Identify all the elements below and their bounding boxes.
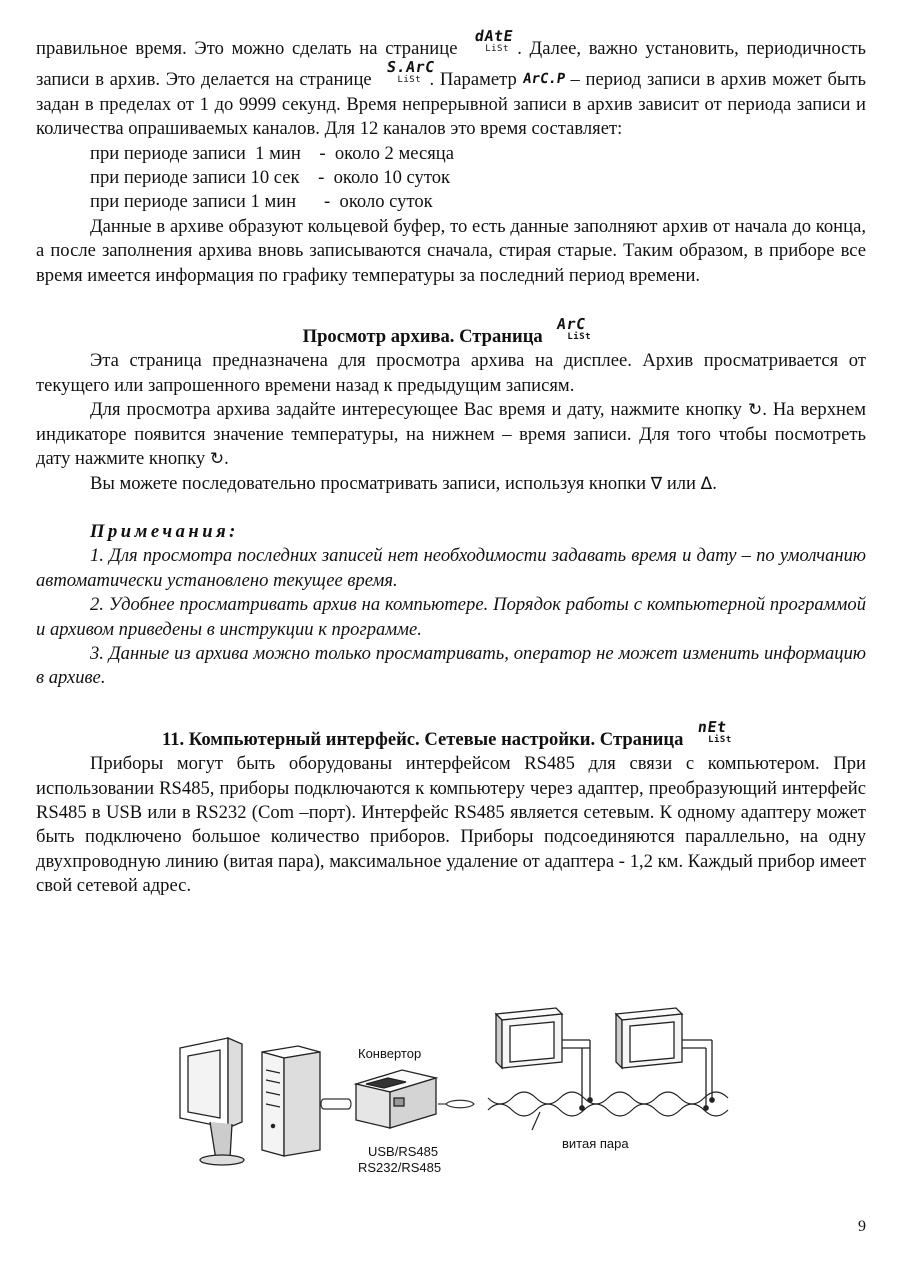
paragraph-ring-buffer: Данные в архиве образуют кольцевой буфер, то есть данные заполняют архив от начала до конца, а после заполнения архива вновь записываются сначала, стирая старые. Таким образом, в приборе все время имеется информация по графику температуры за последний период времени. [36, 215, 866, 286]
device-1-icon [496, 1008, 592, 1110]
heading-text: 11. Компьютерный интерфейс. Сетевые настройки. Страница [161, 728, 684, 750]
indicator-top: nEt [696, 717, 728, 736]
indicator-bottom: LiSt [708, 734, 732, 745]
down-button-icon: ∇ [650, 473, 663, 494]
converter-label: Конвертор [358, 1046, 422, 1061]
monitor-icon [180, 1038, 244, 1165]
device-2-icon [616, 1008, 714, 1110]
indicator-top: S.ArC [386, 58, 437, 77]
heading-text: Просмотр архива. Страница [302, 326, 543, 348]
indicator-bottom: LiSt [567, 332, 592, 343]
note-2: 2. Удобнее просматривать архив на компьютере. Порядок работы с компьютерной программой и архивом приведены в инструкции к программе. [36, 594, 866, 640]
period-line-1: при периоде записи 1 мин - около 2 месяца [90, 142, 454, 164]
text-fragment: . Далее, важно установить, периодичность записи в архив. Это делается на странице [36, 38, 866, 91]
heading-section-11 [36, 717, 866, 752]
indicator-code-date-list [467, 27, 515, 60]
converter-icon [356, 1070, 436, 1128]
notes-title: Примечания: [90, 520, 239, 542]
twisted-pair-label: витая пара [562, 1136, 629, 1151]
cycle-button-icon: ↻ [209, 449, 225, 470]
text-fragment: – период записи в архив может быть задан в пределах от 1 до 9999 секунд. Время непрерывной записи в архив зависит от периода записи и количества опрашиваемых каналов. Для 12 каналов это время составляет: [36, 69, 867, 140]
page-number: 9 [858, 1218, 866, 1235]
indicator-bottom: LiSt [485, 44, 509, 54]
text-fragment: или [666, 472, 696, 494]
text-fragment: Вы можете последовательно просматривать записи, используя кнопки [90, 472, 647, 494]
paragraph-archive-purpose: Эта страница предназначена для просмотра архива на дисплее. Архив просматривается от текущего или запрошенного времени назад к предыдущим записям. [36, 350, 866, 396]
note-3: 3. Данные из архива можно только просматривать, оператор не может изменить информацию в архиве. [36, 642, 866, 689]
note-1: 1. Для просмотра последних записей нет необходимости задавать время и дату – по умолчанию автоматически установлено текущее время. [36, 545, 866, 591]
adapter-label-line2: RS232/RS485 [358, 1160, 442, 1175]
indicator-top: ArC [556, 315, 588, 334]
period-line-2: при периоде записи 10 сек - около 10 суток [90, 167, 451, 189]
text-fragment: . [712, 472, 717, 494]
indicator-param-arcp: ArC.P [521, 71, 566, 88]
adapter-label-line1: USB/RS485 [368, 1144, 439, 1159]
indicator-bottom: LiSt [397, 75, 422, 86]
indicator-top: dAtE [473, 27, 515, 45]
indicator-code-net-list [690, 717, 738, 751]
document-page [36, 27, 867, 899]
text-fragment: Для просмотра архива задайте интересующее Вас время и дату, нажмите кнопку [90, 399, 742, 421]
network-diagram [170, 1000, 730, 1190]
heading-archive-view [36, 315, 866, 349]
paragraph-archive-navigate [36, 472, 866, 496]
text-fragment: . Параметр [429, 69, 517, 91]
cycle-button-icon: ↻ [747, 400, 763, 421]
paragraph-archive-how [36, 398, 866, 471]
indicator-code-sarc-list [379, 58, 437, 91]
computer-case-icon [262, 1046, 320, 1156]
text-fragment: правильное время. Это можно сделать на странице [36, 38, 458, 59]
cable-pc-converter [321, 1099, 351, 1109]
paragraph-rs485: Приборы могут быть оборудованы интерфейсом RS485 для связи с компьютером. При использовании RS485, приборы подключаются к компьютеру через адаптер, преобразующий интерфейс RS485 в USB или в RS232 (Com –порт). Интерфейс RS485 является сетевым. К одному адаптеру может быть подключено большое количество приборов. Приборы подсоединяются параллельно, на одну двухпроводную линию (витая пара), максимальное удаление от адаптера - 1,2 км. Каждый прибор имеет свой сетевой адрес. [36, 753, 866, 897]
text-fragment: . [224, 448, 229, 470]
period-line-3: при периоде записи 1 мин - около суток [90, 191, 433, 213]
up-button-icon: Δ [700, 473, 713, 494]
indicator-code-arc-list [549, 315, 597, 348]
text-fragment: . На верхнем индикаторе появится значение температуры, на нижнем – время записи. Для того чтобы посмотреть дату нажмите кнопку [36, 399, 866, 470]
paragraph-archive-period [36, 27, 867, 142]
twisted-pair [488, 1092, 728, 1130]
cable-converter-line [438, 1100, 474, 1108]
